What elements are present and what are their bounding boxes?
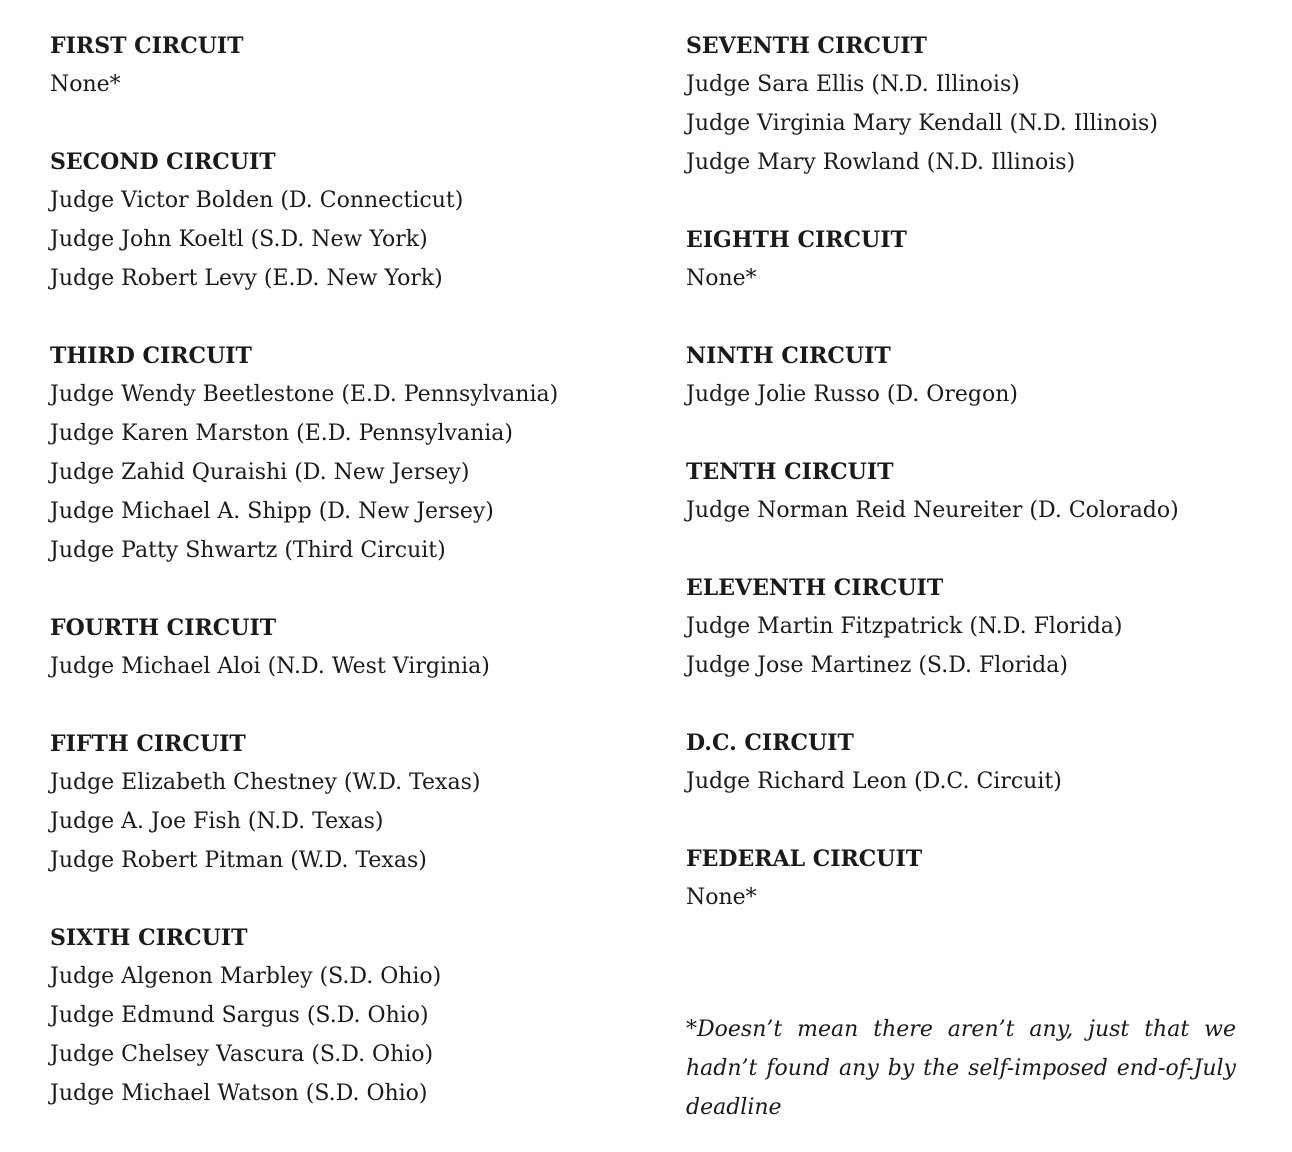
judge-entry: Judge Edmund Sargus (S.D. Ohio) [50, 1003, 429, 1028]
circuit-heading: SEVENTH CIRCUIT [686, 33, 927, 59]
footnote: *Doesn’t mean there aren’t any, just that we hadn’t found any by the self-imposed end-of-July deadline [686, 1017, 1236, 1120]
circuit-section-sixth-circuit [50, 919, 650, 1113]
circuit-heading: TENTH CIRCUIT [686, 459, 894, 485]
judge-entry: Judge Michael A. Shipp (D. New Jersey) [50, 499, 494, 524]
judge-entry: Judge Wendy Beetlestone (E.D. Pennsylvania) [50, 382, 559, 407]
circuit-section-d-c-circuit [686, 724, 1246, 801]
judge-entry: Judge Robert Levy (E.D. New York) [50, 266, 443, 291]
judge-entry: Judge Chelsey Vascura (S.D. Ohio) [50, 1042, 434, 1067]
circuit-section-first-circuit [50, 27, 650, 104]
circuit-heading: FOURTH CIRCUIT [50, 615, 277, 641]
judge-entry: Judge Sara Ellis (N.D. Illinois) [686, 72, 1020, 97]
circuit-section-fifth-circuit [50, 725, 650, 880]
circuit-heading: D.C. CIRCUIT [686, 730, 854, 756]
circuit-section-third-circuit [50, 337, 650, 570]
circuit-heading: FIRST CIRCUIT [50, 33, 244, 59]
judge-entry: Judge Zahid Quraishi (D. New Jersey) [50, 460, 470, 485]
circuit-section-tenth-circuit [686, 453, 1246, 530]
right-column [686, 27, 1246, 956]
circuit-heading: FIFTH CIRCUIT [50, 731, 246, 757]
circuit-heading: EIGHTH CIRCUIT [686, 227, 907, 253]
judge-entry: Judge Michael Watson (S.D. Ohio) [50, 1081, 428, 1106]
judge-entry: None* [50, 72, 121, 97]
judge-entry: None* [686, 885, 757, 910]
judge-entry: Judge Michael Aloi (N.D. West Virginia) [50, 654, 490, 679]
circuit-heading: NINTH CIRCUIT [686, 343, 891, 369]
judge-entry: Judge A. Joe Fish (N.D. Texas) [50, 809, 384, 834]
circuit-heading: SIXTH CIRCUIT [50, 925, 248, 951]
judge-entry: Judge Elizabeth Chestney (W.D. Texas) [50, 770, 481, 795]
left-column [50, 27, 650, 1152]
judge-entry: None* [686, 266, 757, 291]
judge-entry: Judge Norman Reid Neureiter (D. Colorado) [686, 498, 1179, 523]
circuit-heading: THIRD CIRCUIT [50, 343, 252, 369]
circuit-section-second-circuit [50, 143, 650, 298]
judge-entry: Judge John Koeltl (S.D. New York) [50, 227, 428, 252]
judge-entry: Judge Jose Martinez (S.D. Florida) [686, 653, 1068, 678]
circuit-section-seventh-circuit [686, 27, 1246, 182]
judge-entry: Judge Patty Shwartz (Third Circuit) [50, 538, 446, 563]
judge-entry: Judge Mary Rowland (N.D. Illinois) [686, 150, 1076, 175]
circuit-section-ninth-circuit [686, 337, 1246, 414]
judge-entry: Judge Virginia Mary Kendall (N.D. Illinois) [686, 111, 1158, 136]
judge-entry: Judge Karen Marston (E.D. Pennsylvania) [50, 421, 513, 446]
judge-entry: Judge Algenon Marbley (S.D. Ohio) [50, 964, 442, 989]
judge-entry: Judge Martin Fitzpatrick (N.D. Florida) [686, 614, 1123, 639]
circuit-heading: ELEVENTH CIRCUIT [686, 575, 944, 601]
judge-entry: Judge Jolie Russo (D. Oregon) [686, 382, 1018, 407]
judge-entry: Judge Richard Leon (D.C. Circuit) [686, 769, 1062, 794]
circuit-section-eleventh-circuit [686, 569, 1246, 685]
circuit-section-federal-circuit [686, 840, 1246, 917]
circuit-section-fourth-circuit [50, 609, 650, 686]
circuit-heading: FEDERAL CIRCUIT [686, 846, 923, 872]
judge-entry: Judge Robert Pitman (W.D. Texas) [50, 848, 427, 873]
circuit-section-eighth-circuit [686, 221, 1246, 298]
circuit-heading: SECOND CIRCUIT [50, 149, 276, 175]
judge-entry: Judge Victor Bolden (D. Connecticut) [50, 188, 464, 213]
